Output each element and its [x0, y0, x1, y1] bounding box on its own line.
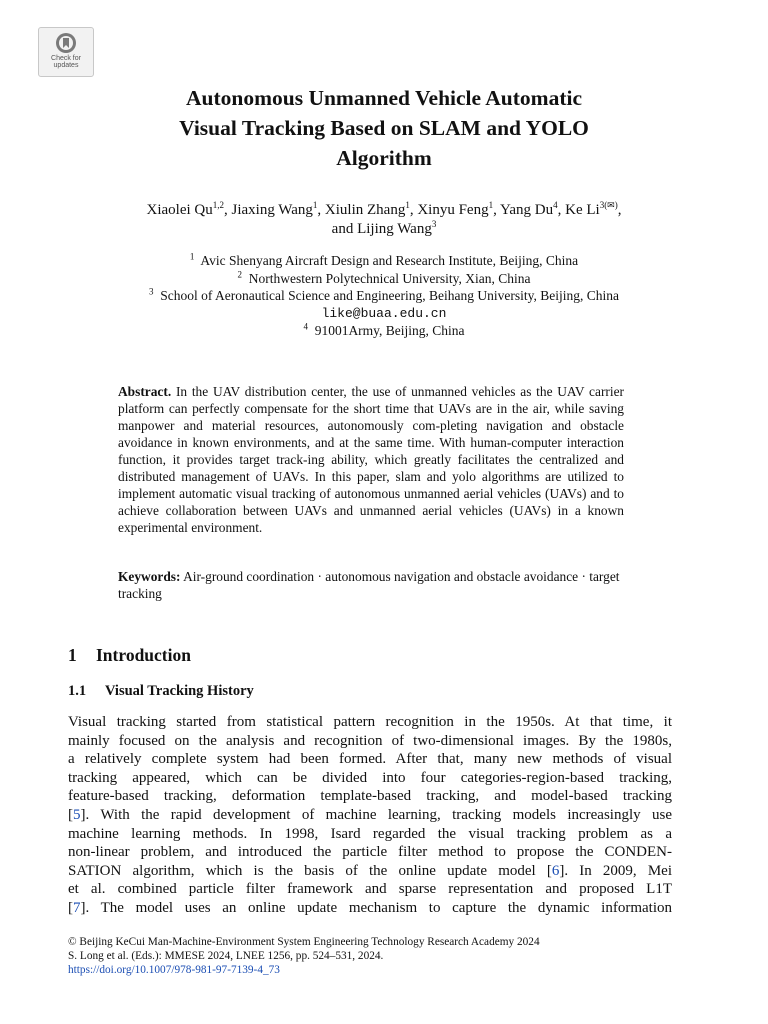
body-line: [68, 769, 672, 788]
citation-link[interactable]: 5: [73, 806, 81, 823]
body-line: [68, 899, 672, 918]
affiliation-text: Northwestern Polytechnical University, Xian, China: [248, 270, 531, 286]
affiliation-list: [0, 252, 768, 340]
author-separator: ,: [409, 202, 418, 218]
author-affiliation-mark: 1: [312, 200, 318, 210]
author-name: Yang Du: [500, 202, 554, 218]
affiliation-text: School of Aeronautical Science and Engineering, Beihang University, Beijing, China: [160, 288, 619, 303]
keywords: [118, 568, 624, 602]
body-text: SATION algorithm, which is the basis of the online update model [: [68, 862, 552, 879]
abstract-label: Abstract.: [118, 384, 172, 399]
author-name: Xiulin Zhang: [324, 202, 406, 218]
body-line: [68, 880, 672, 899]
body-paragraph: [68, 713, 672, 918]
paper-title: [0, 83, 768, 173]
author-affiliation-mark: 3: [431, 219, 437, 229]
section-heading: [68, 645, 191, 666]
author-separator: ,: [223, 202, 232, 218]
body-text: ]. The model uses an online update mechanism to capture the dynamic information: [80, 899, 672, 916]
body-text: [: [68, 899, 73, 916]
affiliation-number: 2: [237, 269, 242, 279]
body-line: [68, 843, 672, 862]
body-text: a relatively complete system had been formed. After that, many new methods of visual: [68, 751, 672, 768]
page-footer: [68, 935, 540, 977]
keywords-label: Keywords:: [118, 569, 181, 584]
body-text: machine learning methods. In 1998, Isard regarded the visual tracking problem as a: [68, 825, 672, 842]
title-line: Autonomous Unmanned Vehicle Automatic: [185, 86, 582, 110]
body-text: mainly focused on the analysis and recognition of two-dimensional images. By the 1980s,: [68, 732, 672, 749]
affiliation-item: [0, 287, 768, 305]
citation-link[interactable]: 6: [551, 862, 560, 879]
author-separator: ,: [493, 202, 501, 218]
affiliation-item: [0, 322, 768, 340]
body-text: non-linear problem, and introduced the particle filter method to propose the CONDEN-: [68, 844, 672, 861]
author-affiliation-mark: 4: [553, 200, 558, 210]
body-text: feature-based tracking, deformation template-based tracking, and model-based tracking: [68, 788, 672, 805]
author-name: Xinyu Feng: [417, 202, 489, 218]
body-line: [68, 787, 672, 806]
body-text: tracking appeared, which can be divided into four categories-region-based tracking,: [68, 769, 672, 786]
author-separator: ,: [617, 202, 622, 218]
affiliation-item: [0, 252, 768, 270]
copyright-line: © Beijing KeCui Man-Machine-Environment System Engineering Technology Research Academy 2024: [68, 936, 540, 948]
author-affiliation-mark: 1,2: [212, 200, 224, 210]
abstract-text: In the UAV distribution center, the use of unmanned vehicles as the UAV carrier platform can perfectly compensate for the short time that UAVs are in the air, while saving manpower and material resources, autonomously com-pleting navigation and obstacle avoidance in known environments, and at the same time. With human-computer interaction function, it provides target track-ing ability, which greatly facilitates the centralized and distributed management of UAVs. In this paper, slam and yolo algorithms are utilized to implement automatic visual tracking of autonomous unmanned aerial vehicles (UAVs) and to achieve collaboration between UAVs and unmanned aerial vehicles (UAVs) in a known experimental environment.: [118, 384, 624, 535]
body-line: [68, 732, 672, 751]
author-conjunction: and: [331, 221, 358, 237]
body-line: [68, 713, 672, 732]
body-text: [: [68, 806, 73, 823]
affiliation-number: 3: [148, 286, 154, 297]
subsection-title: Visual Tracking History: [105, 683, 254, 699]
author-name: Ke Li: [565, 202, 600, 218]
author-list: [0, 201, 768, 239]
body-line: [68, 825, 672, 844]
affiliation-text: Avic Shenyang Aircraft Design and Research Institute, Beijing, China: [200, 253, 579, 268]
bookmark-ribbon-icon: [55, 32, 77, 54]
keywords-text: Air-ground coordination · autonomous navigation and obstacle avoidance · target tracking: [118, 569, 620, 601]
author-email[interactable]: like@buaa.edu.cn: [321, 305, 447, 321]
doi-link[interactable]: https://doi.org/10.1007/978-981-97-7139-4_73: [68, 964, 280, 976]
badge-label-line2: updates: [53, 62, 79, 69]
body-text: ]. In 2009, Mei: [559, 862, 672, 879]
subsection-heading: [68, 683, 254, 700]
badge-label: [51, 55, 81, 69]
author-line-1: [0, 201, 768, 220]
section-title: Introduction: [96, 645, 191, 665]
body-text: et al. combined particle filter framework and sparse representation and proposed L1T: [68, 881, 672, 898]
body-line: [68, 750, 672, 769]
citation-link[interactable]: 7: [73, 899, 81, 916]
affiliation-item: [0, 270, 768, 288]
section-number: 1: [68, 645, 77, 665]
affiliation-number: 4: [303, 321, 308, 332]
body-line: [68, 806, 672, 825]
author-separator: ,: [557, 202, 566, 218]
abstract: [118, 383, 624, 536]
author-name: Xiaolei Qu: [146, 202, 213, 218]
author-separator: ,: [317, 202, 325, 218]
check-for-updates-badge[interactable]: [38, 27, 94, 77]
author-affiliation-mark: 3(✉): [599, 200, 618, 210]
author-name: Jiaxing Wang: [231, 202, 313, 218]
body-text: ]. With the rapid development of machine learning, tracking models increasingly use: [80, 806, 672, 823]
affiliation-text: 91001Army, Beijing, China: [314, 323, 465, 338]
author-line-2: [0, 220, 768, 239]
title-line: Visual Tracking Based on SLAM and YOLO: [179, 116, 589, 140]
affiliation-number: 1: [189, 251, 195, 262]
author-affiliation-mark: 1: [488, 200, 494, 210]
badge-label-line1: Check for: [51, 55, 81, 62]
body-text: Visual tracking started from statistical pattern recognition in the 1950s. At that time, it: [68, 714, 672, 730]
subsection-number: 1.1: [68, 683, 87, 699]
title-line: Algorithm: [336, 146, 432, 170]
author-name: Lijing Wang: [357, 221, 432, 237]
citation-line: S. Long et al. (Eds.): MMESE 2024, LNEE 1256, pp. 524–531, 2024.: [68, 950, 384, 962]
author-affiliation-mark: 1: [405, 200, 410, 210]
body-line: [68, 862, 672, 881]
